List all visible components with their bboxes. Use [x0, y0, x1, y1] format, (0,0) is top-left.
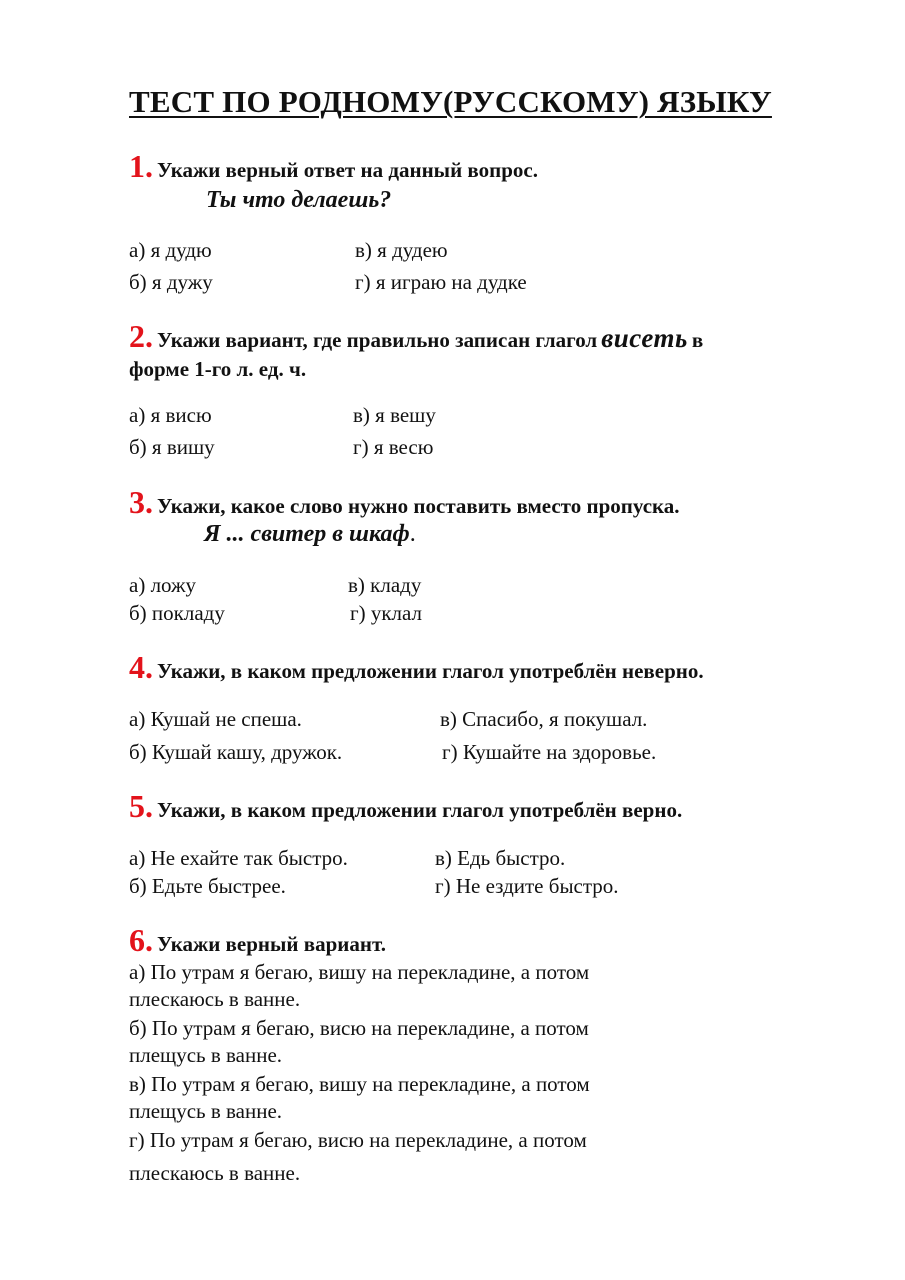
question-number: 3.: [129, 484, 153, 520]
option-b: б) Кушай кашу, дружок.: [129, 740, 343, 764]
question-2-heading: [129, 318, 703, 355]
question-text: Укажи, в каком предложении глагол употреблён верно.: [157, 798, 683, 822]
target-verb: висеть: [601, 323, 688, 353]
option-b: б) Едьте быстрее.: [129, 874, 286, 898]
question-5-heading: [129, 788, 682, 825]
option-v: в) Едь быстро.: [435, 846, 566, 870]
option-b-line2: плещусь в ванне.: [129, 1043, 283, 1067]
option-v: в) Спасибо, я покушал.: [440, 707, 648, 731]
option-b: б) я вишу: [129, 435, 215, 459]
question-6-heading: [129, 922, 386, 959]
question-number: 6.: [129, 922, 153, 958]
question-2-text-line2: форме 1-го л. ед. ч.: [129, 357, 307, 381]
question-1-heading: [129, 148, 538, 185]
option-g: г) Не ездите быстро.: [435, 874, 619, 898]
option-v-line2: плещусь в ванне.: [129, 1099, 283, 1123]
question-4-heading: [129, 649, 704, 686]
option-v: в) я вешу: [353, 403, 436, 427]
option-a: а) Кушай не спеша.: [129, 707, 302, 731]
question-text: Укажи вариант, где правильно записан глагол: [157, 328, 598, 352]
option-g-line2: плескаюсь в ванне.: [129, 1161, 301, 1185]
option-v: в) я дудею: [355, 238, 448, 262]
option-g: г) уклал: [350, 601, 423, 625]
option-a: а) ложу: [129, 573, 197, 597]
option-b: б) покладу: [129, 601, 225, 625]
option-a: а) Не ехайте так быстро.: [129, 846, 348, 870]
phrase-period: .: [409, 521, 416, 547]
question-text: Укажи, какое слово нужно поставить вместо пропуска.: [157, 494, 680, 518]
page-title: ТЕСТ ПО РОДНОМУ(РУССКОМУ) ЯЗЫКУ: [129, 84, 772, 119]
option-a-line2: плескаюсь в ванне.: [129, 987, 301, 1011]
option-v: в) кладу: [348, 573, 422, 597]
question-text-tail: в: [691, 328, 704, 352]
question-3-heading: [129, 484, 680, 521]
option-g: г) я весю: [353, 435, 434, 459]
option-a: а) я висю: [129, 403, 212, 427]
option-g-line1: г) По утрам я бегаю, висю на перекладине, а потом: [129, 1128, 587, 1152]
option-a: а) я дудю: [129, 238, 212, 262]
question-1-phrase: Ты что делаешь?: [206, 187, 392, 213]
phrase-text: Я ... свитер в шкаф: [204, 521, 410, 547]
option-g: г) я играю на дудке: [355, 270, 527, 294]
question-text: Укажи верный ответ на данный вопрос.: [157, 158, 538, 182]
question-number: 2.: [129, 318, 153, 354]
question-text: Укажи верный вариант.: [157, 932, 386, 956]
option-b: б) я дужу: [129, 270, 213, 294]
question-3-phrase: [204, 521, 416, 548]
option-b-line1: б) По утрам я бегаю, висю на перекладине, а потом: [129, 1016, 589, 1040]
option-g: г) Кушайте на здоровье.: [442, 740, 657, 764]
question-number: 1.: [129, 148, 153, 184]
question-number: 5.: [129, 788, 153, 824]
question-text: Укажи, в каком предложении глагол употреблён неверно.: [157, 659, 704, 683]
option-a-line1: а) По утрам я бегаю, вишу на перекладине, а потом: [129, 960, 590, 984]
option-v-line1: в) По утрам я бегаю, вишу на перекладине, а потом: [129, 1072, 590, 1096]
question-number: 4.: [129, 649, 153, 685]
